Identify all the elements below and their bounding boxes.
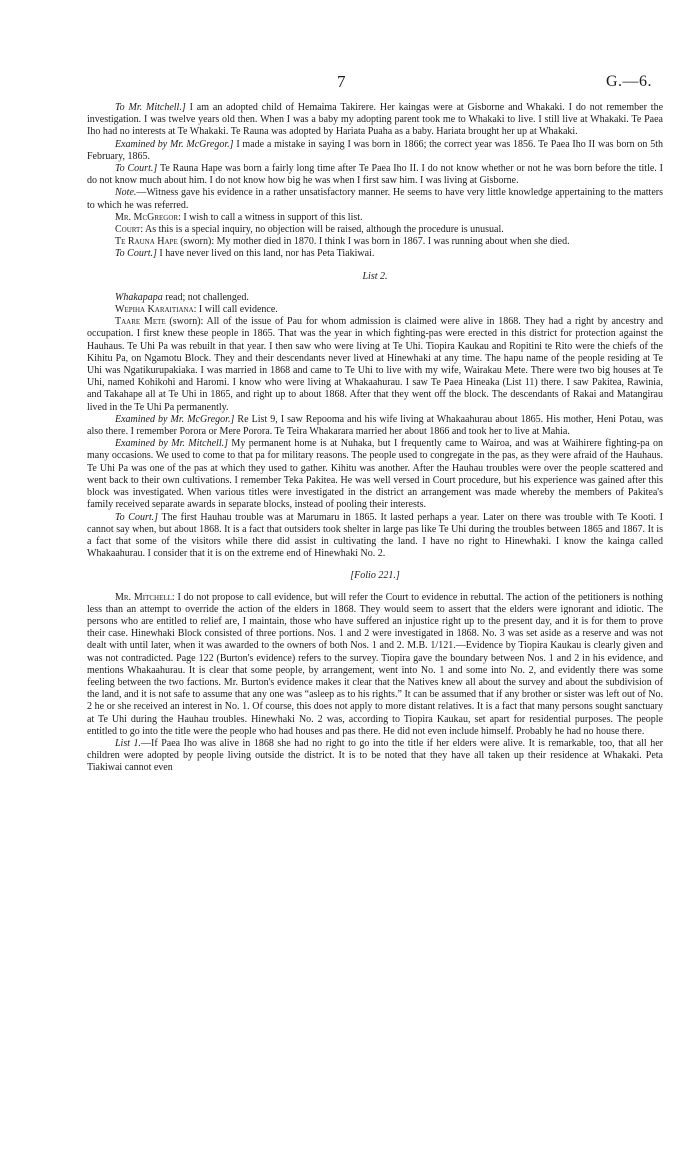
- paragraph-text: I have never lived on this land, nor has Peta Tiakiwai.: [156, 248, 375, 260]
- testimony-section-1: [87, 102, 663, 261]
- paragraph-lead: Examined by Mr. McGregor.]: [115, 138, 234, 150]
- paragraph: [87, 304, 663, 316]
- paragraph-lead: Examined by Mr. McGregor.]: [115, 413, 235, 425]
- heading-folio-text: [Folio 221.]: [350, 570, 400, 582]
- testimony-section-2: [87, 292, 663, 560]
- paragraph-text: Te Rauna Hape was born a fairly long time after Te Paea Iho II. I do not know whether or not he was born before the title. I do not know much about him. I do not know how big he was when I first saw him. I was living at Gisborne.: [87, 163, 663, 187]
- paragraph-text: —If Paea Iho was alive in 1868 she had no right to go into the title if her elders were alive. It is remarkable, too, that all her children were adopted by people living outside the district. It is to be noted that they have all taken up their residence at Whakaki. Peta Tiakiwai cannot even: [87, 737, 664, 774]
- paragraph-text: : As this is a special inquiry, no objection will be raised, although the procedure is unusual.: [140, 224, 504, 236]
- paragraph-text: The first Hauhau trouble was at Marumaru in 1865. It lasted perhaps a year. Later on there was trouble with Te Kooti. I cannot say when, but about 1868. It is a fact that outsiders took shelter in large pas like Te Uhi during the troubles between 1865 and 1867. It is a fact that some of the visitors while there did assist in cultivating the land. I have no right to Hinewhaki. I know the kainga called Whakaahurau. I consider that it is on the extreme end of Hinewhaki No. 2.: [87, 511, 663, 560]
- paragraph-lead: Taare Mete: [115, 316, 166, 328]
- paragraph-text: read; not challenged.: [162, 291, 249, 303]
- page-number: 7: [337, 72, 346, 91]
- paragraph-lead: To Court.]: [115, 163, 158, 175]
- paragraph: [87, 224, 663, 236]
- paragraph: [87, 414, 663, 438]
- paragraph: [87, 163, 663, 187]
- paragraph-text: : I wish to call a witness in support of this list.: [178, 211, 363, 223]
- paragraph: [87, 738, 663, 775]
- paragraph: [87, 512, 663, 561]
- paragraph-text: : I do not propose to call evidence, but will refer the Court to evidence in rebuttal. The action of the petitioners is nothing less than an attempt to override the action of the elders in 1868. They would seem to assert that the elders were ignorant and idiotic. The persons who are entitled to relief are, I maintain, those who have suffered an injustice right up to the present day, and it is for them to prove their case. Hinewhaki Block consisted of three portions. Nos. 1 and 2 were investigated in 1868. No. 3 was set aside as a reserve and was not dealt with until later, when it was awarded to the owners of both Nos. 1 and 2. M.B. 1/121.—Evidence by Tiopira Kaukau is clearly given and was not contradicted. Page 122 (Burton's evidence) refers to the survey. Tiopira gave the boundary between Nos. 1 and 2 in his evidence, and mentions Whakaahurau. It is clear that some people, by arrangement, went into No. 1 and some into No. 2, and evidently there was some feeling between the two factions. Mr. Burton's evidence makes it clear that the Natives knew all about the survey and about the subdivision of the land, and it is not safe to assume that any one was “asleep as to his rights.” It can be assumed that if any brother or sister was left out of No. 2 he or she received an interest in No. 1. Of course, this does not apply to more distant relatives. It is a fact that many persons sought sanctuary at Te Uhi during the Hauhau troubles. Hinewhaki No. 2 was, according to Tiopira Kaukau, set apart for residential purposes. The people entitled to go into the title were the people who had houses and pas there. He did not even include himself. Probably he had no house there.: [87, 591, 663, 737]
- paragraph: [87, 212, 663, 224]
- paragraph: [87, 236, 663, 248]
- paragraph: [87, 248, 663, 260]
- paragraph: [87, 292, 663, 304]
- paragraph-lead: Mr. McGregor: [115, 211, 179, 223]
- paragraph-text: I am an adopted child of Hemaima Takirere. Her kaingas were at Gisborne and Whakaki. I do not remember the investigation. I was twelve years old then. When I was a baby my adopting parent took me to Whakaki to live. I still live at Whakaki. Te Paea Iho had no interests at Te Whakaki. Te Rauna was adopted by Hariata Puaha as a baby. Hariata brought her up at Whakaki.: [87, 102, 664, 138]
- document-reference: G.—6.: [605, 73, 652, 90]
- paragraph: [87, 139, 663, 163]
- paragraph-lead: Court: [115, 224, 141, 236]
- paragraph-lead: Mr. Mitchell: [115, 591, 172, 603]
- paragraph: [87, 316, 663, 414]
- paragraph-text: Re List 9, I saw Repooma and his wife living at Whakaahurau about 1865. His mother, Heni Potau, was also there. I remember Porora or Mere Porora. Te Teira Whakarara married her about 1866 and took her to live at Mahia.: [87, 413, 663, 438]
- paragraph-text: (sworn): My mother died in 1870. I think I was born in 1867. I was running about when she died.: [177, 236, 570, 248]
- paragraph-lead: To Court.]: [115, 511, 159, 523]
- paragraph-lead: List 1.: [115, 737, 142, 749]
- heading-list-2-text: List 2.: [362, 270, 388, 282]
- paragraph: [87, 592, 663, 738]
- paragraph: [87, 438, 663, 511]
- paragraph-lead: To Court.]: [115, 248, 157, 260]
- page-header: [0, 72, 700, 96]
- paragraph-text: I made a mistake in saying I was born in 1866; the correct year was 1856. Te Paea Iho II was born on 5th February, 1865.: [87, 138, 663, 162]
- heading-folio: [87, 570, 663, 582]
- paragraph-lead: Te Rauna Hape: [115, 236, 178, 248]
- paragraph-text: : I will call evidence.: [193, 304, 278, 316]
- paragraph-text: —Witness gave his evidence in a rather unsatisfactory manner. He seems to have very little knowledge appertaining to the matters to which he was referred.: [87, 187, 663, 211]
- paragraph-text: (sworn): All of the issue of Pau for whom admission is claimed were alive in 1868. They had a right by ancestry and occupation. I first knew these people in 1865. That was the year in which fighting-pas were erected in this district for protection against the Hauhaus. Te Uhi Pa was rebuilt in that year. I then saw who were living at Te Uhi. Tiopira Kaukau and Ropitini te Rito were the chiefs of the Kihitu Pa, on Ngamotu Block. They and their descendants never lived at Hinewhaki at any time. The hapu name of the people residing at Te Uhi was Ngatikurupakiaka. I was married in 1868 and came to Te Uhi to live with my wife, Wairakau Mete. There were two big houses at Te Uhi, named Kohikohi and Haromi. I know who were living at Whakaahurau. I saw Te Paea Hineaka (List 11) there. I saw Pakitea, Rawinia, and Takahape all at Te Uhi in 1865, and right up to about 1868. After that they went off the block. The descendants of Rakai and Matangirau lived in the Te Uhi Pa permanently.: [87, 316, 663, 413]
- heading-list-2: [87, 271, 663, 283]
- paragraph-lead: Examined by Mr. Mitchell.]: [115, 438, 229, 450]
- paragraph-lead: To Mr. Mitchell.]: [115, 102, 186, 113]
- paragraph: [87, 102, 663, 139]
- page-body: [87, 102, 663, 775]
- paragraph-lead: Note.: [115, 187, 137, 199]
- paragraph-lead: Wepiha Karaitiana: [115, 304, 194, 316]
- paragraph: [87, 187, 663, 211]
- paragraph-lead: Whakapapa: [115, 291, 163, 303]
- argument-section: [87, 592, 663, 775]
- paragraph-text: My permanent home is at Nuhaka, but I frequently came to Wairoa, and was at Waihirere fighting-pa on many occasions. We used to come to that pa for military reasons. The people used to congregate in the pas, as they were afraid of the Hauhaus. Te Uhi Pa was one of the pas at which they used to gather. Kihitu was another. After the Hauhau troubles were over the people scattered and went back to their own cultivations. I remember Teka Pakitea. He was well versed in Court procedure, but his experience was gained after this block was investigated. When various titles were investigated in the district an arrangement was made whereby the members of Pakitea's family received separate awards in separate blocks, instead of pooling their interests.: [87, 438, 663, 511]
